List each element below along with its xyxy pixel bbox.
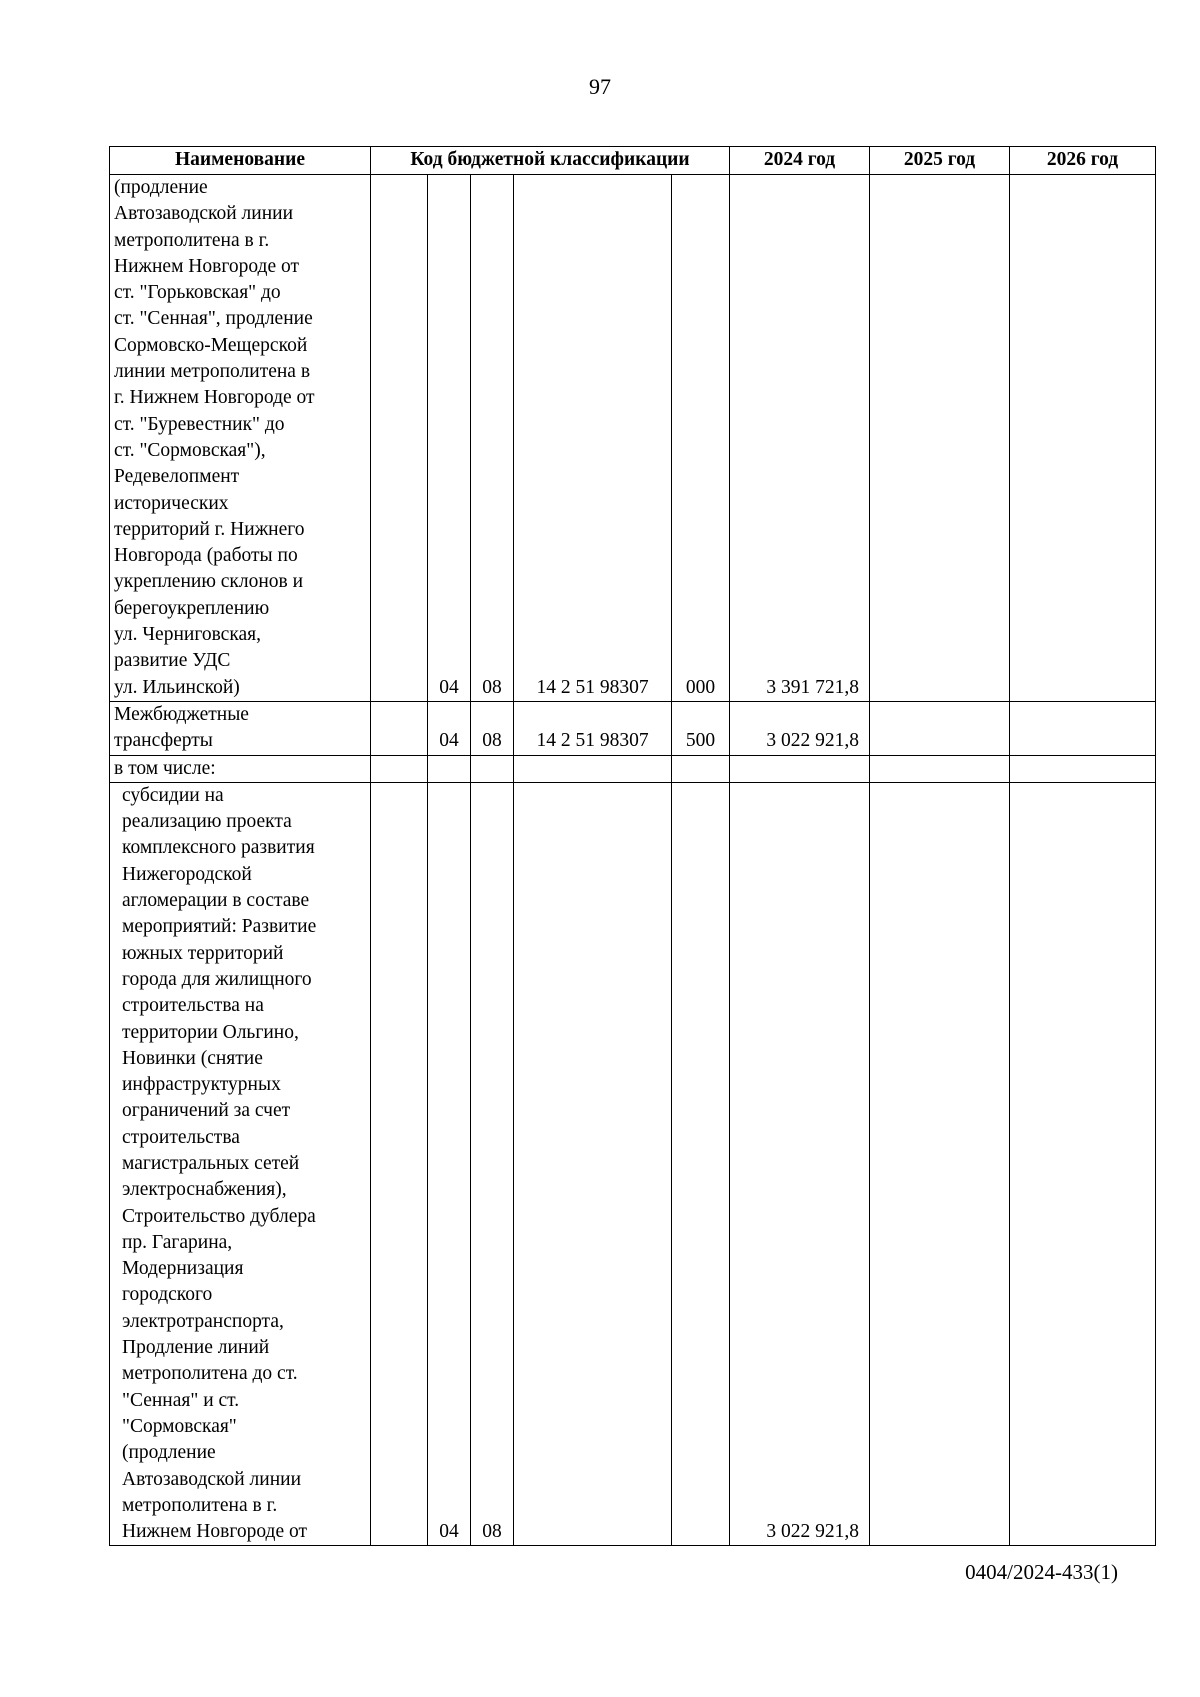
page-number: 97 <box>589 74 611 99</box>
row-2024: 3 022 921,8 <box>730 782 870 1546</box>
row-vr <box>672 782 730 1546</box>
header-code: Код бюджетной классификации <box>371 147 730 175</box>
row-subsection: 08 <box>471 701 514 755</box>
row-2024: 3 022 921,8 <box>730 701 870 755</box>
table-row <box>110 175 1156 702</box>
header-name: Наименование <box>110 147 371 175</box>
row-target: 14 2 51 98307 <box>514 175 672 702</box>
row-target: 14 2 51 98307 <box>514 701 672 755</box>
row-name: (продление Автозаводской линии метрополитена в г. Нижнем Новгороде от ст. "Горьковская" до ст. "Сенная", продление Сормовско-Мещерской линии метрополитена в г. Нижнем Новгороде от ст. "Буревестник" до ст. "Сормовская"), Редевелопмент исторических территорий г. Нижнего Новгорода (работы по укреплению склонов и берегоукреплению ул. Черниговская, развитие УДС ул. Ильинской) <box>110 175 371 702</box>
row-col1 <box>371 701 428 755</box>
header-2026: 2026 год <box>1010 147 1156 175</box>
row-section: 04 <box>428 701 471 755</box>
row-2024 <box>730 755 870 782</box>
row-2025 <box>870 701 1010 755</box>
row-vr <box>672 755 730 782</box>
row-subsection: 08 <box>471 175 514 702</box>
row-col1 <box>371 782 428 1546</box>
row-2026 <box>1010 782 1156 1546</box>
row-col1 <box>371 755 428 782</box>
row-name: субсидии на реализацию проекта комплексного развития Нижегородской агломерации в составе мероприятий: Развитие южных территорий города для жилищного строительства на территории Ольгино, Новинки (снятие инфраструктурных ограничений за счет строительства магистральных сетей электроснабжения), Строительство дублера пр. Гагарина, Модернизация городского электротранспорта, Продление линий метрополитена до ст. "Сенная" и ст. "Сормовская" (продление Автозаводской линии метрополитена в г. Нижнем Новгороде от <box>110 782 371 1546</box>
budget-table <box>109 146 1156 1546</box>
row-2024: 3 391 721,8 <box>730 175 870 702</box>
row-2026 <box>1010 755 1156 782</box>
header-2024: 2024 год <box>730 147 870 175</box>
table-row <box>110 701 1156 755</box>
row-2026 <box>1010 701 1156 755</box>
row-col1 <box>371 175 428 702</box>
row-section <box>428 755 471 782</box>
row-2025 <box>870 782 1010 1546</box>
row-subsection: 08 <box>471 782 514 1546</box>
row-subsection <box>471 755 514 782</box>
row-vr: 500 <box>672 701 730 755</box>
row-2025 <box>870 755 1010 782</box>
row-target <box>514 782 672 1546</box>
table-row <box>110 755 1156 782</box>
row-name: Межбюджетные трансферты <box>110 701 371 755</box>
row-section: 04 <box>428 175 471 702</box>
row-name: в том числе: <box>110 755 371 782</box>
document-code: 0404/2024-433(1) <box>965 1560 1118 1584</box>
table-row <box>110 782 1156 1546</box>
row-target <box>514 755 672 782</box>
row-vr: 000 <box>672 175 730 702</box>
table-header-row <box>110 147 1156 175</box>
row-2026 <box>1010 175 1156 702</box>
row-section: 04 <box>428 782 471 1546</box>
header-2025: 2025 год <box>870 147 1010 175</box>
row-2025 <box>870 175 1010 702</box>
